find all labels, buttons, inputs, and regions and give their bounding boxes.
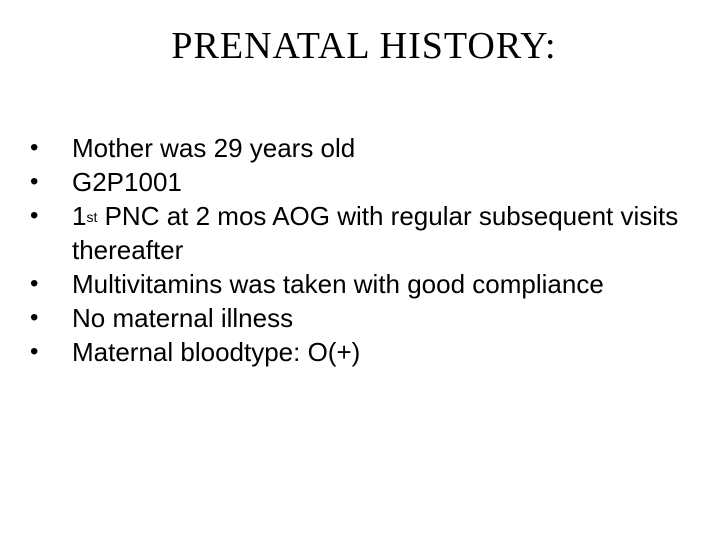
bullet-icon: • bbox=[30, 338, 39, 365]
bullet-icon: • bbox=[30, 304, 39, 331]
bullet-text: Multivitamins was taken with good compliance bbox=[72, 269, 604, 299]
bullet-icon: • bbox=[30, 168, 39, 195]
bullet-text: No maternal illness bbox=[72, 303, 294, 333]
bullet-item-maternal-illness bbox=[28, 301, 708, 335]
slide-title: PRENATAL HISTORY: bbox=[171, 25, 557, 67]
bullet-item-bloodtype bbox=[28, 335, 708, 369]
bullet-text: PNC at 2 mos AOG with regular subsequent visits thereafter bbox=[72, 201, 679, 265]
bullet-item-gravida-para bbox=[28, 165, 708, 199]
bullet-icon: • bbox=[30, 202, 39, 229]
bullet-text: Mother was 29 years old bbox=[72, 133, 356, 163]
bullet-superscript: st bbox=[86, 209, 98, 225]
bullet-item-multivitamins bbox=[28, 267, 708, 301]
bullet-item-pnc bbox=[28, 199, 708, 267]
bullet-text: Maternal bloodtype: O(+) bbox=[72, 337, 361, 367]
bullet-prefix: 1 bbox=[72, 201, 87, 231]
bullet-icon: • bbox=[30, 134, 39, 161]
bullet-text: G2P1001 bbox=[72, 167, 182, 197]
bullet-list bbox=[28, 131, 708, 369]
bullet-icon: • bbox=[30, 270, 39, 297]
bullet-item-mother-age bbox=[28, 131, 708, 165]
